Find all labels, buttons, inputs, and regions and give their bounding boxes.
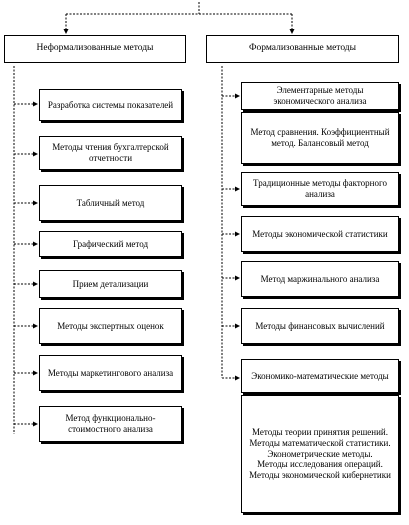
econ-math-detail-line: Методы математической статистики.	[249, 438, 391, 449]
formal-item-factor-analysis: Традиционные методы факторного анализа	[241, 172, 399, 206]
formal-item-financial-calculations: Методы финансовых вычислений	[241, 308, 399, 344]
informal-item-table-method: Табличный метод	[39, 185, 182, 221]
informal-item-expert-evaluation: Методы экспертных оценок	[39, 308, 182, 344]
informal-item-detailing: Прием детализации	[39, 270, 182, 298]
formal-item-marginal-analysis: Метод маржинального анализа	[241, 261, 399, 297]
informal-item-graphic-method: Графический метод	[39, 231, 182, 257]
informal-item-marketing-analysis: Методы маркетингового анализа	[39, 355, 182, 391]
informal-methods-header: Неформализованные методы	[4, 35, 186, 63]
formal-item-elementary-detail: Метод сравнения. Коэффициентный метод. Балансовый метод	[241, 112, 399, 164]
informal-item-indicator-system: Разработка системы показателей	[39, 89, 182, 121]
econ-math-detail-line: Методы экономической кибернетики	[249, 469, 391, 480]
econ-math-detail-line: Эконометрические методы.	[267, 448, 373, 459]
informal-item-functional-cost: Метод функционально-стоимостного анализа	[39, 406, 182, 442]
formal-item-econ-math: Экономико-математические методы	[241, 359, 399, 393]
formal-item-economic-statistics: Методы экономической статистики	[241, 216, 399, 252]
econ-math-detail-line: Методы теории принятия решений.	[252, 427, 388, 438]
formal-methods-header: Формализованные методы	[206, 35, 399, 63]
econ-math-detail-line: Методы исследования операций.	[257, 459, 383, 470]
informal-item-reading-reports: Методы чтения бухгалтерской отчетности	[39, 136, 182, 170]
formal-item-econ-math-detail	[241, 395, 399, 513]
formal-item-elementary: Элементарные методы экономического анализа	[241, 82, 399, 110]
